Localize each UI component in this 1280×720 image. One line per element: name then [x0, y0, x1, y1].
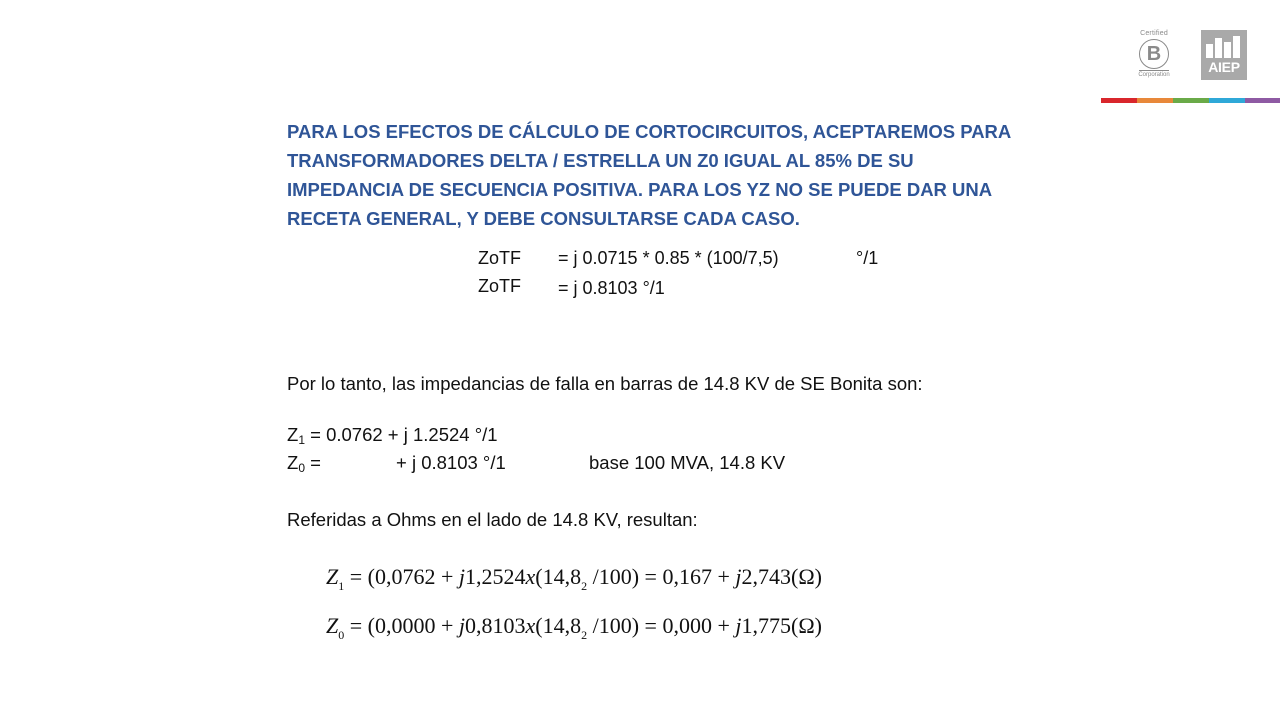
formula-z1-exponent: 2 — [581, 579, 588, 593]
formula-z0-j: j — [458, 613, 466, 638]
formula-z1-letter: Z — [326, 564, 339, 589]
formula-z1-div: /100) = 0,167 + — [592, 564, 730, 589]
bcorp-top-text: Certified — [1140, 30, 1168, 37]
z1-letter: Z — [287, 424, 299, 445]
z0-letter: Z — [287, 452, 299, 473]
bcorp-logo — [1134, 30, 1174, 82]
formula-z0-open: = (0,0000 + — [349, 613, 454, 638]
aiep-logo-text: AIEP — [1208, 59, 1240, 75]
formula-z1-result: 2,743(Ω) — [741, 564, 823, 589]
formula-z0-subscript: 0 — [338, 628, 345, 642]
heading-line: IMPEDANCIA DE SECUENCIA POSITIVA. PARA LOS YZ NO SE PUEDE DAR UNA — [287, 179, 993, 200]
formula-z0-result: 1,775(Ω) — [741, 613, 823, 638]
formula-z1-open: = (0,0762 + — [349, 564, 454, 589]
stripe-red — [1101, 98, 1137, 103]
formula-z1-subscript: 1 — [338, 579, 345, 593]
formula-z0-exponent: 2 — [581, 628, 588, 642]
z1-subscript: 1 — [298, 433, 305, 447]
aiep-building-icon — [1206, 36, 1242, 58]
bcorp-letter: B — [1139, 39, 1169, 69]
formula-z1-j2: j — [735, 564, 742, 589]
referidas-text: Referidas a Ohms en el lado de 14.8 KV, resultan: — [287, 509, 698, 530]
aiep-logo — [1201, 30, 1247, 80]
z1-value: = 0.0762 + j 1.2524 °/1 — [305, 424, 498, 445]
heading-line: TRANSFORMADORES DELTA / ESTRELLA UN Z0 IGUAL AL 85% DE SU — [287, 150, 914, 171]
heading-line: PARA LOS EFECTOS DE CÁLCULO DE CORTOCIRCUITOS, ACEPTAREMOS PARA — [287, 121, 1012, 142]
brand-color-stripe — [1101, 98, 1280, 103]
formula-z1-j: j — [458, 564, 466, 589]
zotf-value-2: = j 0.8103 °/1 — [558, 278, 665, 298]
stripe-blue — [1209, 98, 1245, 103]
z0-value: + j 0.8103 °/1 — [396, 452, 506, 473]
formula-z1-x: x — [525, 564, 536, 589]
stripe-green — [1173, 98, 1209, 103]
formula-z0-kv: (14,8 — [535, 613, 582, 638]
formula-z0-div: /100) = 0,000 + — [592, 613, 730, 638]
formula-z1-kv: (14,8 — [535, 564, 582, 589]
zotf-label-2: ZoTF — [478, 276, 521, 296]
formula-z0-j2: j — [735, 613, 742, 638]
formula-z1-coef: 1,2524 — [465, 564, 526, 589]
zotf-unit-1: °/1 — [856, 248, 879, 268]
zotf-value-1: = j 0.0715 * 0.85 * (100/7,5) — [558, 248, 779, 268]
heading-line: RECETA GENERAL, Y DEBE CONSULTARSE CADA CASO. — [287, 208, 800, 229]
formula-z0 — [326, 613, 823, 642]
bcorp-divider — [1139, 70, 1169, 71]
stripe-purple — [1245, 98, 1280, 103]
z0-impedance — [287, 452, 321, 475]
z0-equals: = — [305, 452, 321, 473]
bcorp-bottom-text: Corporation — [1138, 72, 1170, 78]
zotf-label-1: ZoTF — [478, 248, 521, 268]
formula-z0-letter: Z — [326, 613, 339, 638]
z0-subscript: 0 — [298, 461, 305, 475]
formula-z0-x: x — [525, 613, 536, 638]
stripe-orange — [1137, 98, 1173, 103]
z1-impedance — [287, 424, 498, 447]
formula-z0-coef: 0,8103 — [465, 613, 526, 638]
formula-z1 — [326, 564, 823, 593]
z0-base: base 100 MVA, 14.8 KV — [589, 452, 786, 473]
heading-paragraph — [287, 117, 1067, 233]
conclusion-text: Por lo tanto, las impedancias de falla en barras de 14.8 KV de SE Bonita son: — [287, 373, 923, 394]
